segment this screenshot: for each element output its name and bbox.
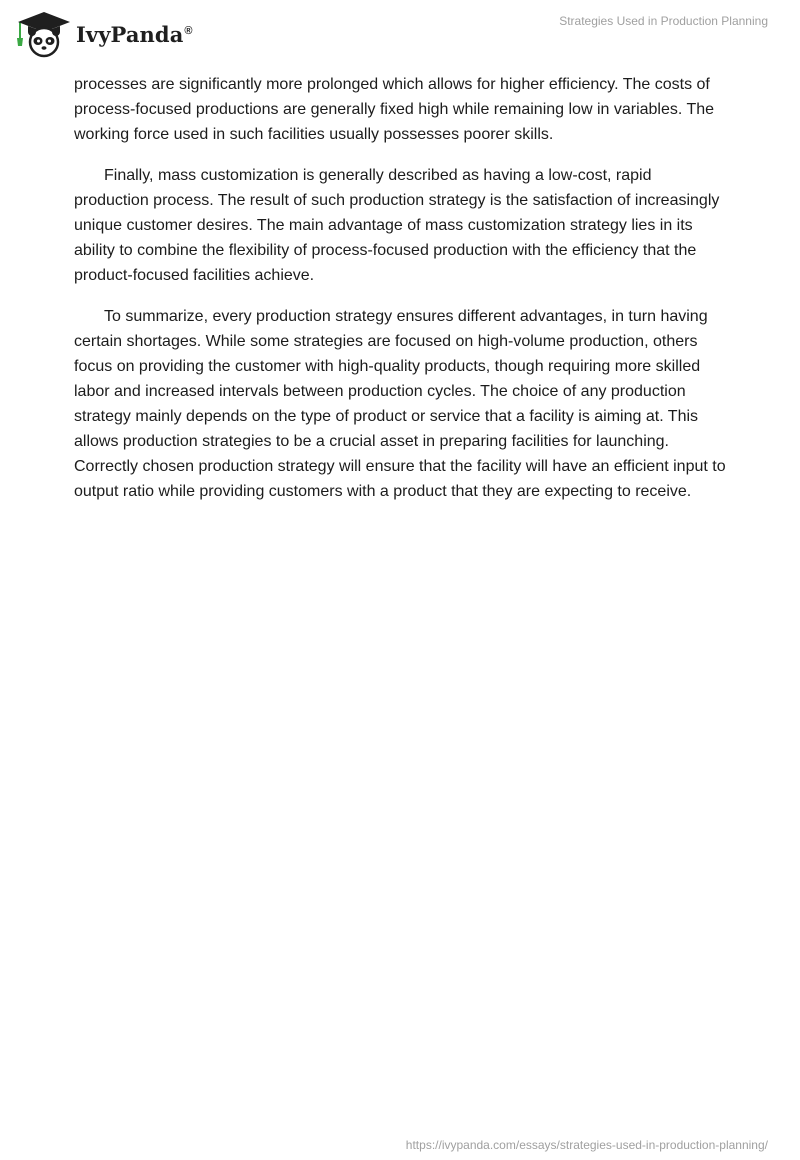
registered-mark: ® bbox=[184, 24, 193, 37]
brand-logo[interactable] bbox=[14, 8, 193, 58]
paragraph-summary: To summarize, every production strategy ensures different advantages, in turn having certain shortages. While some strategies are focused on high-volume production, others focus on providing the customer with high-quality products, though requiring more skilled labor and increased intervals between production cycles. The choice of any production strategy mainly depends on the type of product or service that a facility is aiming at. This allows production strategies to be a crucial asset in preparing facilities for launching. Correctly chosen production strategy will ensure that the facility will have an efficient input to output ratio while providing customers with a product that they are expecting to receive. bbox=[74, 308, 726, 500]
paragraph-mass-customization: Finally, mass customization is generally described as having a low-cost, rapid production process. The result of such production strategy is the satisfaction of increasingly unique customer desires. The main advantage of mass customization strategy lies in its ability to combine the flexibility of process-focused production with the efficiency that the product-focused facilities achieve. bbox=[74, 167, 720, 284]
paragraph-continued: processes are significantly more prolonged which allows for higher efficiency. The costs of process-focused productions are generally fixed high while remaining low in variables. The working force used in such facilities usually possesses poorer skills. bbox=[74, 76, 715, 143]
brand-name: IvyPanda® bbox=[76, 21, 193, 47]
page-header bbox=[0, 0, 800, 64]
source-url[interactable]: https://ivypanda.com/essays/strategies-used-in-production-planning/ bbox=[405, 1138, 768, 1152]
essay-body bbox=[74, 72, 730, 520]
document-title: Strategies Used in Production Planning bbox=[559, 14, 768, 28]
panda-graduation-cap-icon bbox=[14, 8, 72, 58]
